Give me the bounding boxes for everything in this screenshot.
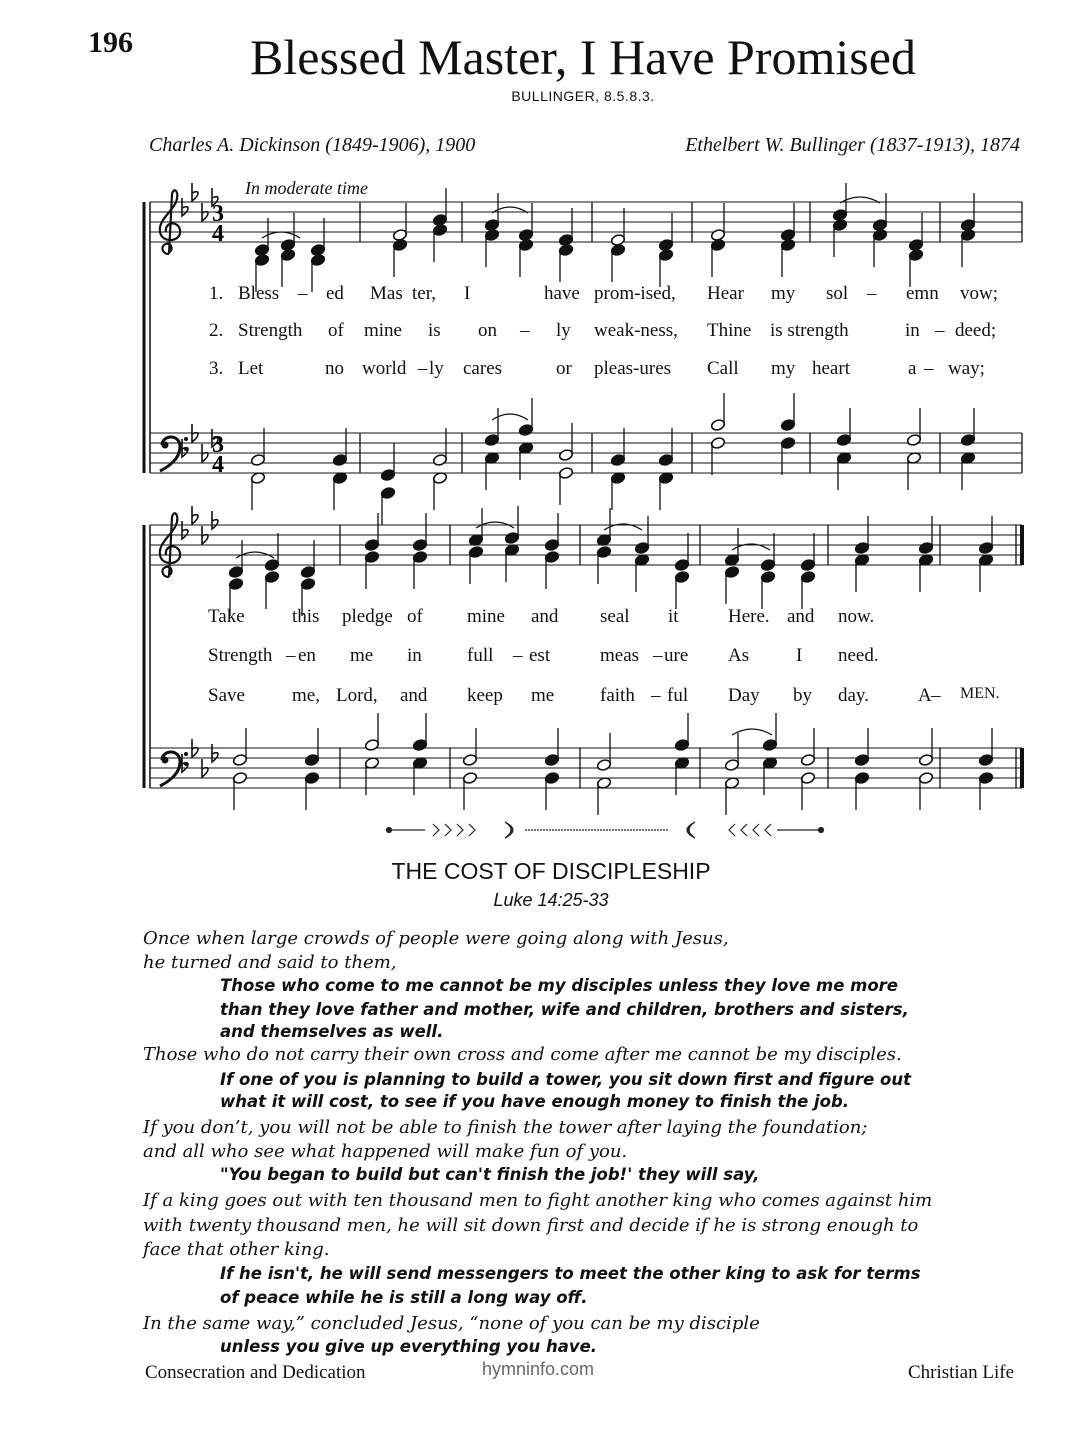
- lyric-syllable: pledge: [342, 606, 393, 627]
- time-signature-bottom: 4: [212, 452, 224, 478]
- time-signature-top: 3: [212, 201, 224, 227]
- lyric-syllable: Strength: [238, 320, 303, 341]
- hymn-composer: Ethelbert W. Bullinger (1837-1913), 1874: [685, 134, 1020, 156]
- flat-icon: [192, 506, 198, 524]
- lyric-syllable: ly: [429, 358, 444, 379]
- lyric-syllable: is: [428, 320, 441, 341]
- time-signature-top: 3: [212, 432, 224, 458]
- flat-icon: [182, 521, 188, 539]
- lyric-syllable: cares: [463, 358, 503, 379]
- lyric-syllable: a: [908, 358, 917, 379]
- lyric-syllable: mine: [467, 606, 505, 627]
- reading-leader-line: face that other king.: [143, 1239, 330, 1260]
- lyric-syllable: Hear: [707, 283, 744, 304]
- bass-clef-dot: [162, 757, 169, 764]
- lyric-syllable: ed: [326, 283, 344, 304]
- bass-clef-icon: [160, 752, 188, 786]
- lyric-syllable: of: [328, 320, 344, 341]
- footer-website[interactable]: hymninfo.com: [482, 1359, 595, 1379]
- flat-icon: [182, 754, 188, 772]
- lyric-syllable: en: [298, 645, 316, 666]
- lyric-syllable: deed;: [955, 320, 997, 341]
- lyric-syllable: Call: [707, 358, 739, 379]
- reading-response-line: and themselves as well.: [220, 1022, 444, 1041]
- hymn-title: Blessed Master, I Have Promised: [250, 29, 916, 85]
- reading-leader-line: If a king goes out with ten thousand men to fight another king who comes against him: [143, 1190, 933, 1211]
- lyric-syllable: –: [286, 645, 296, 666]
- lyric-syllable: me: [350, 645, 374, 666]
- lyric-syllable: day.: [838, 685, 869, 706]
- bass-clef-dot: [184, 437, 188, 441]
- lyric-syllable: mine: [364, 320, 402, 341]
- lyric-syllable: –: [924, 358, 934, 379]
- reading-response-line: If he isn't, he will send messengers to meet the other king to ask for terms: [220, 1264, 921, 1283]
- lyric-syllable: no: [325, 358, 344, 379]
- lyric-syllable: Lord,: [336, 685, 378, 706]
- lyric-syllable: way;: [948, 358, 985, 379]
- lyric-syllable: ful: [667, 685, 689, 706]
- lyric-syllable: –: [298, 283, 308, 304]
- bass-clef-dot: [162, 442, 169, 449]
- lyric-syllable: or: [556, 358, 572, 379]
- lyric-syllable: sol: [826, 283, 849, 304]
- reading-title: THE COST OF DISCIPLESHIP: [391, 858, 711, 884]
- lyric-syllable: Mas: [370, 283, 403, 304]
- lyric-syllable: –: [520, 320, 530, 341]
- lyric-syllable: seal: [600, 606, 630, 627]
- lyric-syllable: A: [918, 685, 932, 706]
- lyric-syllable: and: [787, 606, 815, 627]
- lyric-syllable: meas: [600, 645, 640, 666]
- flat-icon: [202, 759, 208, 777]
- tempo-marking: In moderate time: [245, 178, 368, 198]
- treble-staff-1: [150, 202, 1022, 242]
- hymn-author: Charles A. Dickinson (1849-1906), 1900: [149, 134, 476, 156]
- lyric-syllable: is strength: [770, 320, 849, 341]
- reading-leader-line: and all who see what happened will make fun of you.: [143, 1141, 628, 1162]
- lyric-syllable: –: [935, 320, 945, 341]
- reading-leader-line: If you don’t, you will not be able to finish the tower after laying the foundation;: [143, 1117, 868, 1138]
- lyric-syllable: by: [793, 685, 812, 706]
- reading-leader-line: In the same way,” concluded Jesus, “none of you can be my disciple: [143, 1313, 760, 1334]
- lyric-syllable: 3.: [209, 358, 224, 379]
- flat-icon: [202, 203, 208, 221]
- reading-response-line: unless you give up everything you have.: [220, 1337, 598, 1356]
- lyric-syllable: Here.: [728, 606, 770, 627]
- lyric-syllable: weak-ness,: [594, 320, 678, 341]
- lyric-syllable: keep: [467, 685, 503, 706]
- reading-response-line: of peace while he is still a long way off.: [220, 1288, 588, 1307]
- flat-icon: [212, 744, 218, 762]
- lyric-syllable: –: [418, 358, 428, 379]
- lyric-syllable: on: [478, 320, 497, 341]
- lyric-syllable: Day: [728, 685, 760, 706]
- lyric-syllable: Thine: [707, 320, 752, 341]
- lyric-syllable: in: [905, 320, 920, 341]
- lyric-syllable: Let: [238, 358, 264, 379]
- reading-response-line: "You began to build but can't finish the job!' they will say,: [220, 1165, 760, 1184]
- lyric-syllable: world: [362, 358, 407, 379]
- time-signature-bottom: 4: [212, 221, 224, 247]
- lyric-syllable: now.: [838, 606, 875, 627]
- lyric-syllable: need.: [838, 645, 879, 666]
- lyric-syllable: As: [728, 645, 750, 666]
- lyric-syllable: vow;: [960, 283, 998, 304]
- lyric-syllable: est: [529, 645, 551, 666]
- lyric-syllable: prom-ised,: [594, 283, 676, 304]
- footer-section: Christian Life: [907, 1362, 1014, 1383]
- flat-icon: [192, 424, 198, 442]
- lyric-syllable: ure: [664, 645, 689, 666]
- page-number: 196: [88, 26, 133, 59]
- reading-reference: Luke 14:25-33: [493, 890, 609, 910]
- reading-response-line: than they love father and mother, wife and children, brothers and sisters,: [220, 1000, 909, 1019]
- reading-leader-line: he turned and said to them,: [143, 952, 397, 973]
- lyric-syllable: emn: [906, 283, 939, 304]
- lyric-syllable: it: [668, 606, 679, 627]
- lyric-syllable: have: [544, 283, 580, 304]
- tune-meter: BULLINGER, 8.5.8.3.: [511, 88, 655, 104]
- lyric-syllable: –: [931, 685, 941, 706]
- lyric-syllable: and: [531, 606, 559, 627]
- lyric-syllable: me: [531, 685, 555, 706]
- lyric-syllable: in: [407, 645, 422, 666]
- bass-clef-path: [160, 752, 180, 786]
- lyric-syllable: 2.: [209, 320, 224, 341]
- flat-icon: [182, 439, 188, 457]
- flat-icon: [192, 183, 198, 201]
- flat-icon: [182, 198, 188, 216]
- bass-staff-1: [150, 433, 1022, 473]
- lyric-syllable: MEN.: [960, 685, 1000, 702]
- lyric-syllable: me,: [292, 685, 320, 706]
- footer-category: Consecration and Dedication: [145, 1362, 366, 1383]
- bass-clef-dot: [184, 752, 188, 756]
- lyric-syllable: this: [292, 606, 320, 627]
- lyric-syllable: ly: [556, 320, 571, 341]
- lyric-syllable: my: [771, 283, 796, 304]
- lyric-syllable: and: [400, 685, 428, 706]
- reading-response-line: If one of you is planning to build a tower, you sit down first and figure out: [220, 1070, 912, 1089]
- flat-icon: [212, 511, 218, 529]
- reading-leader-line: with twenty thousand men, he will sit down first and decide if he is strong enough to: [143, 1215, 919, 1236]
- lyric-syllable: my: [771, 358, 796, 379]
- reading-response-line: what it will cost, to see if you have enough money to finish the job.: [220, 1092, 850, 1111]
- lyric-syllable: Save: [208, 685, 245, 706]
- lyric-syllable: ter,: [412, 283, 437, 304]
- flat-icon: [202, 526, 208, 544]
- lyric-syllable: Strength: [208, 645, 273, 666]
- lyric-syllable: faith: [600, 685, 635, 706]
- reading-response-line: Those who come to me cannot be my disciples unless they love me more: [220, 976, 898, 995]
- flat-icon: [192, 739, 198, 757]
- bass-clef-path: [160, 437, 180, 471]
- ornament-divider: [385, 818, 825, 842]
- lyric-syllable: Take: [208, 606, 245, 627]
- lyric-syllable: heart: [812, 358, 850, 379]
- lyric-syllable: –: [653, 645, 663, 666]
- flat-icon: [202, 444, 208, 462]
- lyric-syllable: of: [407, 606, 423, 627]
- lyric-syllable: I: [796, 645, 803, 666]
- lyric-syllable: I: [464, 283, 471, 304]
- reading-leader-line: Once when large crowds of people were going along with Jesus,: [143, 928, 729, 949]
- lyric-syllable: –: [651, 685, 661, 706]
- lyric-syllable: Bless: [238, 283, 280, 304]
- bass-staff-2: [150, 748, 1022, 788]
- treble-staff-2: [150, 525, 1022, 565]
- lyric-syllable: –: [867, 283, 877, 304]
- lyric-syllable: pleas-ures: [594, 358, 672, 379]
- lyric-syllable: 1.: [209, 283, 224, 304]
- lyric-syllable: –: [513, 645, 523, 666]
- bass-clef-icon: [160, 437, 188, 471]
- lyric-syllable: full: [467, 645, 494, 666]
- reading-leader-line: Those who do not carry their own cross and come after me cannot be my disciples.: [143, 1044, 902, 1065]
